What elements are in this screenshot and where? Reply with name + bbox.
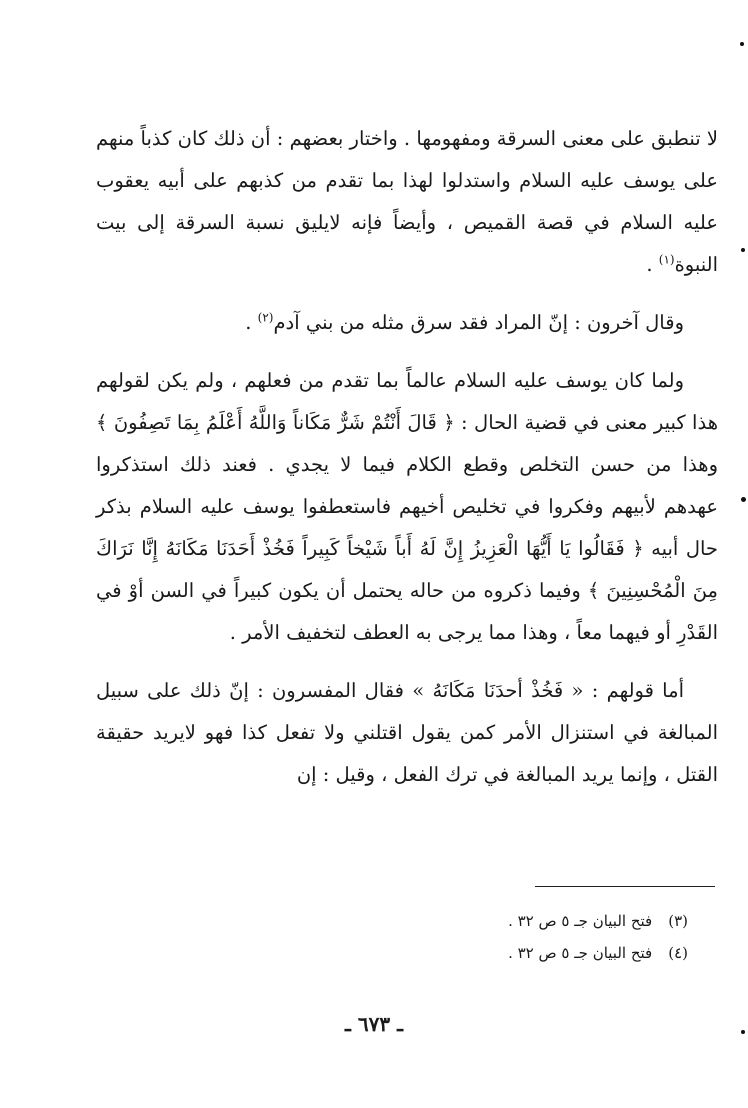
footnote-divider (535, 886, 715, 887)
paragraph-3: ولما كان يوسف عليه السلام عالماً بما تقدم من فعلهم ، ولم يكن لقولهم هذا كبير معنى في قضية الحال : ﴿ قَالَ أَنْتُمْ شَرٌّ مَكَاناً وَاللَّهُ أَعْلَمُ بِمَا تَصِفُونَ ﴾ وهذا من حسن التخلص وقطع الكلام فيما لا يجدي . فعند ذلك استذكروا عهدهم لأبيهم وفكروا في تخليص أخيهم فاستعطفوا يوسف عليه السلام بذكر حال أبيه ﴿ فَقَالُوا يَا أَيُّهَا الْعَزِيزُ إِنَّ لَهُ أَباً شَيْخاً كَبِيراً فَخُذْ أَحَدَنَا مَكَانَهُ إِنَّا نَرَاكَ مِنَ الْمُحْسِنِينَ ﴾ وفيما ذكروه من حاله يحتمل أن يكون كبيراً في السن أوْ في القَدْرِ أو فيهما معاً ، وهذا مما يرجى به العطف لتخفيف الأمر . (96, 369, 718, 644)
footnote-text: فتح البيان جـ ٥ ص ٣٢ . (508, 912, 653, 930)
main-text (96, 118, 718, 812)
footnote-ref: (١) (658, 252, 675, 267)
scan-mark (741, 497, 746, 502)
footnote-item (388, 905, 688, 937)
footnote-number: (٤) (668, 944, 688, 962)
scan-mark (741, 248, 745, 252)
scan-mark (740, 42, 744, 46)
footnote-number: (٣) (668, 912, 688, 930)
footnote-text: فتح البيان جـ ٥ ص ٣٢ . (508, 944, 653, 962)
paragraph-4: أما قولهم : « فَخُذْ أحدَنَا مَكَانَهُ » فقال المفسرون : إنّ ذلك على سبيل المبالغة في استنزال الأمر كمن يقول اقتلني ولا تفعل كذا فهو لايريد حقيقة القتل ، وإنما يريد المبالغة في ترك الفعل ، وقيل : إن (96, 679, 718, 786)
paragraph-1: لا تنطبق على معنى السرقة ومفهومها . واختار بعضهم : أن ذلك كان كذباً منهم على يوسف عليه السلام واستدلوا لهذا بما تقدم من كذبهم على أبيه يعقوب عليه السلام في قصة القميص ، وأيضاً فإنه لايليق نسبة السرقة إلى بيت النبوة$^{(١)}$ . (96, 127, 718, 276)
footnotes (388, 905, 688, 969)
footnote-ref: (٢) (257, 310, 274, 325)
page-number: ـ ٦٧٣ ـ (345, 1012, 403, 1036)
scan-mark (741, 1030, 745, 1034)
paragraph-2: وقال آخرون : إنّ المراد فقد سرق مثله من بني آدم$^{(٢)}$ . (245, 310, 684, 334)
footnote-item (388, 937, 688, 969)
